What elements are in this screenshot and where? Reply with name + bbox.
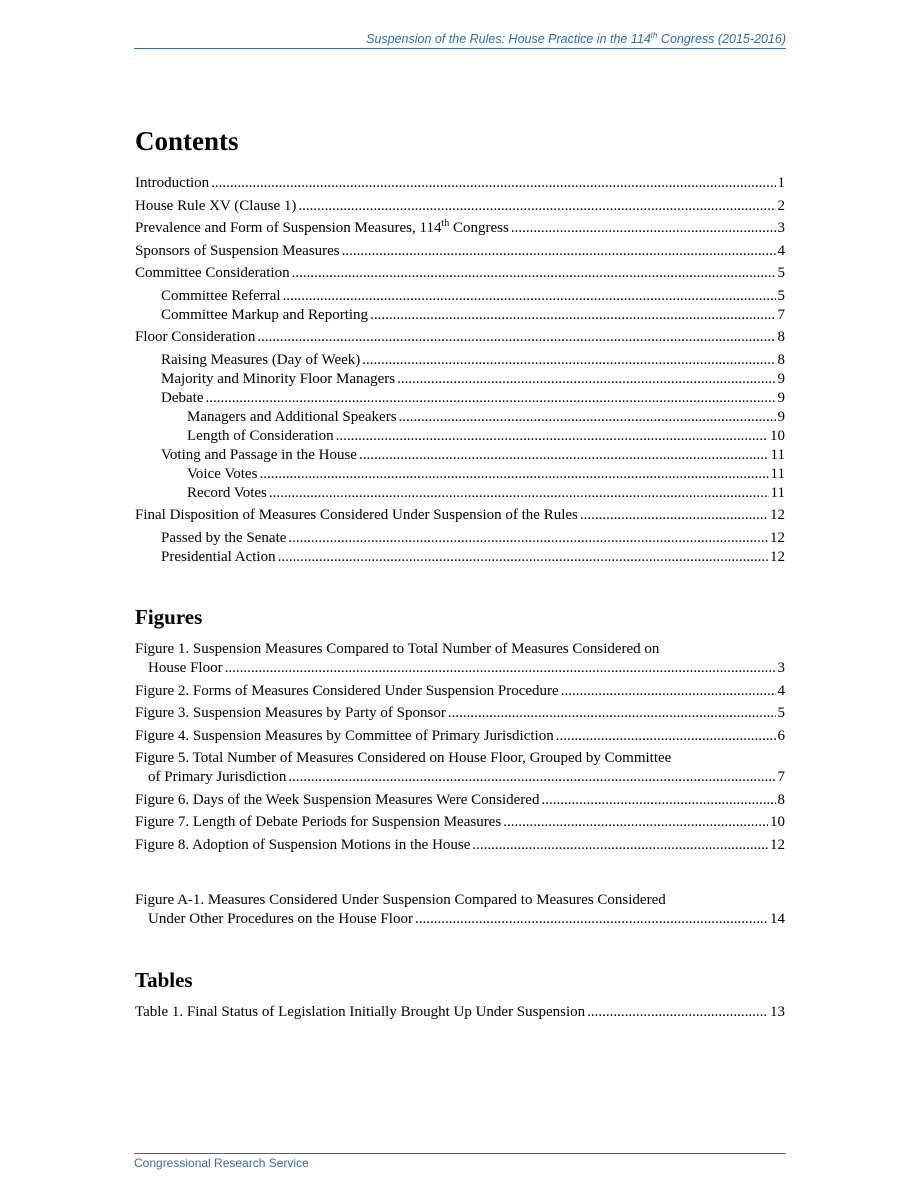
- toc-entry[interactable]: Debate ..... 9: [161, 389, 785, 408]
- dot-leader: [342, 242, 776, 261]
- running-title-end: Congress (2015-2016): [657, 32, 786, 46]
- page-number: 13: [770, 1004, 785, 1020]
- toc-entry[interactable]: Committee Markup and Reporting ..... 7: [161, 306, 785, 325]
- page-number: 11: [770, 465, 785, 482]
- page-number: 11: [770, 484, 785, 501]
- page-number: 8: [777, 791, 785, 808]
- dot-leader: [359, 446, 769, 465]
- tables-list: [135, 1003, 785, 1022]
- figure-entry[interactable]: Figure 1. Suspension Measures Compared to Total Number of Measures Considered on House Floor ..... 3: [135, 640, 785, 678]
- page-number: 4: [777, 242, 785, 259]
- table-entry[interactable]: Table 1. Final Status of Legislation Initially Brought Up Under Suspension ..... 13: [135, 1003, 785, 1022]
- dot-leader: [298, 197, 775, 216]
- toc-entry[interactable]: Voice Votes ..... 11: [187, 465, 785, 484]
- toc-entry[interactable]: Committee Referral ..... 5: [161, 287, 785, 306]
- page-number: 12: [770, 529, 785, 546]
- dot-leader: [448, 704, 776, 723]
- page-number: 3: [777, 660, 785, 676]
- tables-heading: Tables: [135, 968, 193, 992]
- page-number: 14: [770, 911, 785, 927]
- page-number: 8: [777, 329, 785, 345]
- page-number: 11: [770, 446, 785, 463]
- toc-entry[interactable]: Managers and Additional Speakers ..... 9: [187, 408, 785, 427]
- toc-entry[interactable]: Introduction ..... 1: [135, 174, 785, 193]
- figure-entry[interactable]: Figure A-1. Measures Considered Under Suspension Compared to Measures Considered Under Other Procedures on the House Floor ..... 14: [135, 891, 785, 929]
- figure-entry[interactable]: Figure 6. Days of the Week Suspension Measures Were Considered ..... 8: [135, 791, 785, 810]
- dot-leader: [278, 548, 768, 567]
- figures-heading: Figures: [135, 605, 203, 629]
- toc-entry[interactable]: Passed by the Senate ..... 12: [161, 529, 785, 548]
- footer-rule: [134, 1153, 786, 1154]
- toc-entry[interactable]: Final Disposition of Measures Considered Under Suspension of the Rules ..... 12: [135, 506, 785, 525]
- toc-entry[interactable]: House Rule XV (Clause 1) ..... 2: [135, 197, 785, 216]
- dot-leader: [283, 287, 776, 306]
- dot-leader: [397, 370, 775, 389]
- toc-entry[interactable]: Majority and Minority Floor Managers ..... 9: [161, 370, 785, 389]
- dot-leader: [580, 506, 768, 525]
- figure-entry[interactable]: Figure 2. Forms of Measures Considered Under Suspension Procedure ..... 4: [135, 682, 785, 701]
- footer-publisher: Congressional Research Service: [134, 1156, 309, 1170]
- dot-leader: [399, 408, 776, 427]
- page-number: 4: [777, 682, 785, 699]
- dot-leader: [561, 682, 776, 701]
- figure-entry[interactable]: Figure 4. Suspension Measures by Committee of Primary Jurisdiction ..... 6: [135, 727, 785, 746]
- dot-leader: [259, 465, 768, 484]
- page-number: 8: [777, 351, 785, 368]
- toc-entry[interactable]: Length of Consideration ..... 10: [187, 427, 785, 446]
- toc-entry[interactable]: Floor Consideration ..... 8: [135, 328, 785, 347]
- figure-entry[interactable]: Figure 8. Adoption of Suspension Motions in the House ..... 12: [135, 836, 785, 855]
- page-number: 10: [770, 814, 785, 830]
- dot-leader: [257, 328, 775, 347]
- running-header: [134, 32, 786, 49]
- toc-entry[interactable]: Presidential Action ..... 12: [161, 548, 785, 567]
- dot-leader: [211, 174, 775, 193]
- dot-leader: [503, 813, 768, 832]
- page-number: 12: [770, 507, 785, 523]
- toc-entry[interactable]: Record Votes ..... 11: [187, 484, 785, 503]
- dot-leader: [205, 389, 775, 408]
- page-number: 7: [777, 769, 785, 785]
- dot-leader: [370, 306, 775, 325]
- dot-leader: [269, 484, 769, 503]
- dot-leader: [336, 427, 768, 446]
- toc-entry[interactable]: Prevalence and Form of Suspension Measures, 114th Congress ..... 3: [135, 219, 785, 238]
- page-number: 5: [777, 287, 785, 304]
- page-number: 9: [777, 370, 785, 387]
- dot-leader: [472, 836, 768, 855]
- figure-entry[interactable]: Figure 7. Length of Debate Periods for Suspension Measures ..... 10: [135, 813, 785, 832]
- running-title-sup: th: [650, 30, 658, 40]
- dot-leader: [225, 659, 776, 678]
- figure-entry[interactable]: Figure 5. Total Number of Measures Considered on House Floor, Grouped by Committee of Primary Jurisdiction ..... 7: [135, 749, 785, 787]
- page-number: 3: [777, 220, 785, 236]
- figure-entry[interactable]: Figure 3. Suspension Measures by Party of Sponsor ..... 5: [135, 704, 785, 723]
- page-number: 12: [770, 836, 785, 853]
- toc-entry[interactable]: Voting and Passage in the House ..... 11: [161, 446, 785, 465]
- page-number: 9: [777, 389, 785, 406]
- dot-leader: [362, 351, 775, 370]
- dot-leader: [288, 529, 768, 548]
- dot-leader: [541, 791, 775, 810]
- dot-leader: [292, 264, 776, 283]
- figures-list: [135, 640, 785, 855]
- toc-entry[interactable]: Sponsors of Suspension Measures ..... 4: [135, 242, 785, 261]
- page-number: 10: [770, 427, 785, 444]
- dot-leader: [415, 910, 768, 929]
- appendix-figures-list: [135, 891, 785, 929]
- page-number: 5: [777, 705, 785, 721]
- page-number: 6: [777, 727, 785, 744]
- toc-entry[interactable]: Raising Measures (Day of Week) ..... 8: [161, 351, 785, 370]
- dot-leader: [587, 1003, 768, 1022]
- contents-heading: Contents: [135, 126, 239, 156]
- toc-entry[interactable]: Committee Consideration ..... 5: [135, 264, 785, 283]
- page-number: 2: [777, 197, 785, 214]
- page-number: 1: [777, 175, 785, 191]
- page-number: 5: [777, 265, 785, 281]
- page-number: 12: [770, 548, 785, 565]
- dot-leader: [288, 768, 775, 787]
- dot-leader: [556, 727, 776, 746]
- dot-leader: [511, 219, 776, 238]
- running-title: Suspension of the Rules: House Practice in the 114: [366, 32, 651, 46]
- page-number: 9: [777, 408, 785, 425]
- contents-list: [135, 174, 785, 567]
- page-number: 7: [777, 306, 785, 323]
